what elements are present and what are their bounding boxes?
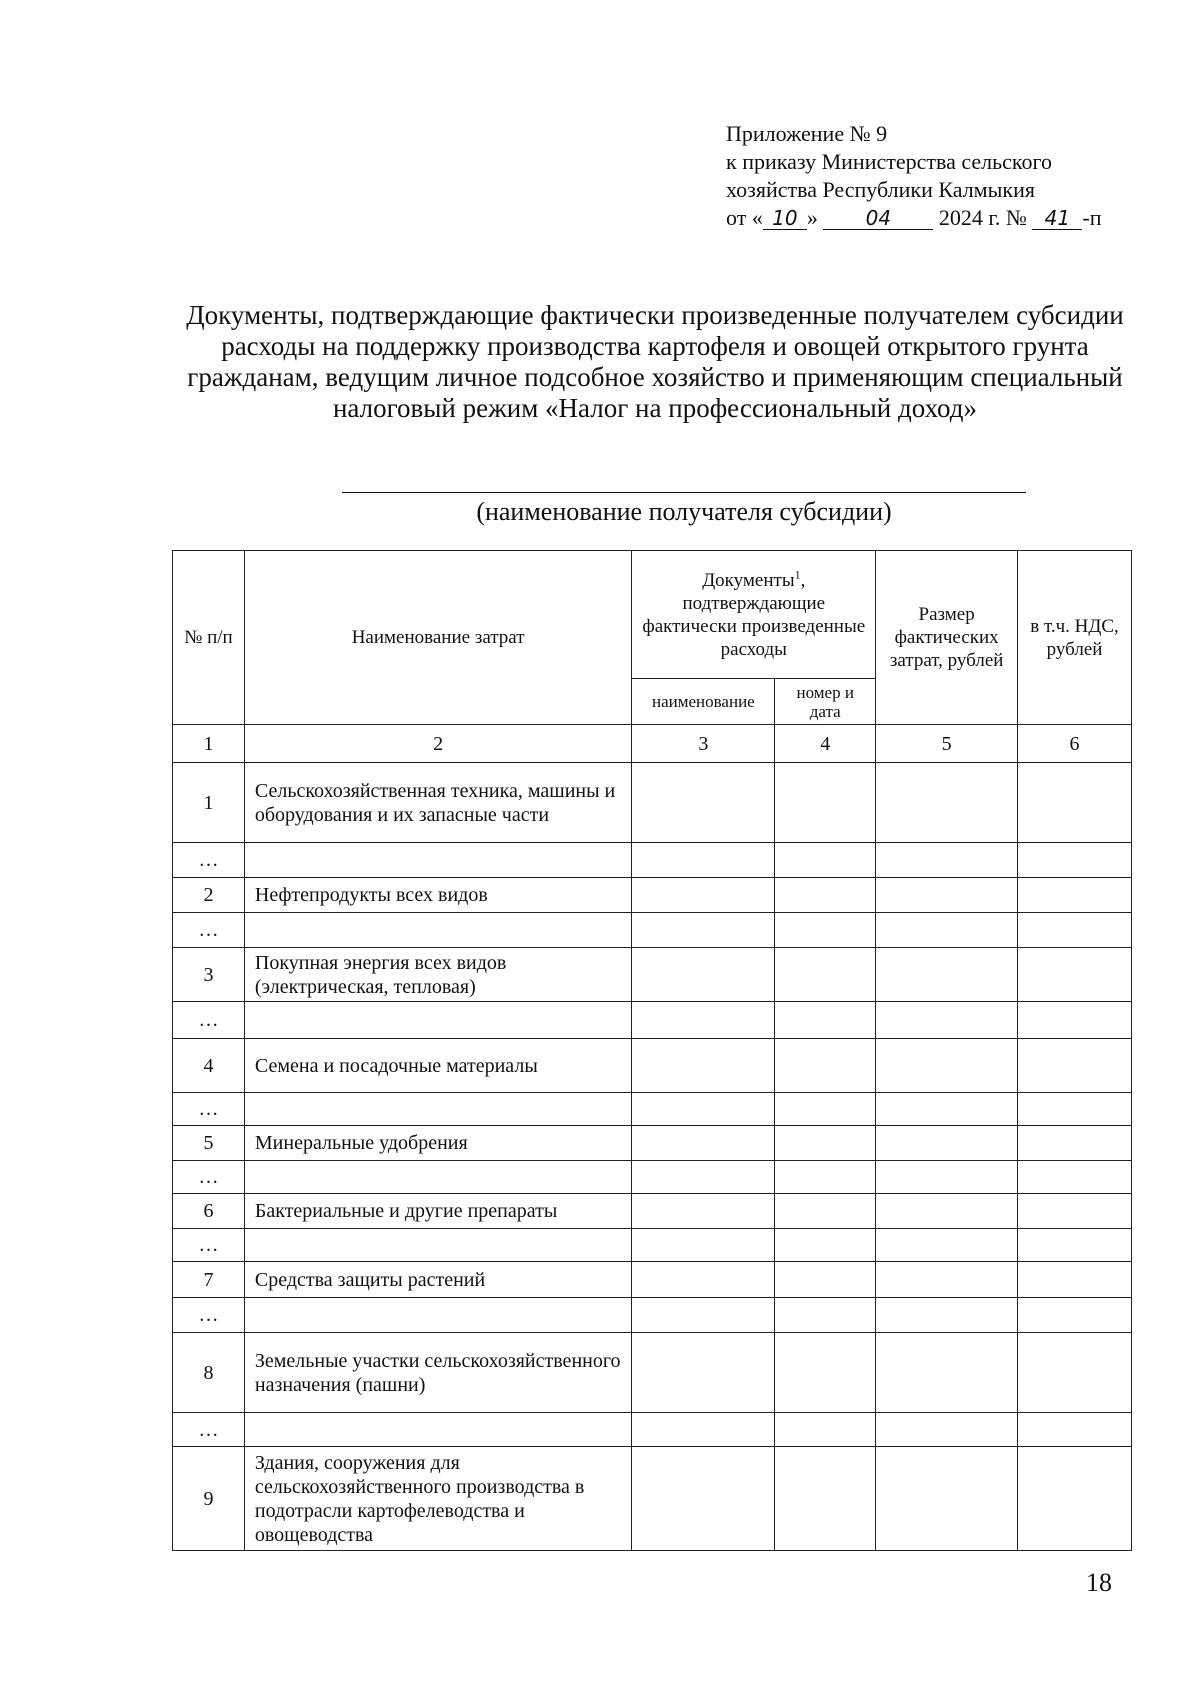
appendix-date-line	[726, 204, 1166, 232]
row-num: …	[173, 1161, 245, 1194]
table-row	[173, 1262, 1132, 1298]
column-number: 2	[244, 725, 632, 763]
row-num: 5	[173, 1126, 245, 1161]
column-number: 6	[1018, 725, 1132, 763]
row-num: 1	[173, 763, 245, 843]
header-num: № п/п	[173, 551, 245, 725]
appendix-block	[726, 120, 1166, 232]
header-vat: в т.ч. НДС, рублей	[1018, 551, 1132, 725]
column-numbers-row	[173, 725, 1132, 763]
order-number: 41	[1032, 207, 1082, 230]
table-header-row	[173, 551, 1132, 679]
table-row	[173, 1093, 1132, 1126]
document-title: Документы, подтверждающие фактически произведенные получателем субсидии расходы на поддержку производства картофеля и овощей открытого грунта гражданам, ведущим личное подсобное хозяйство и применяющим специальный налоговый режим «Налог на профессиональный доход»	[186, 300, 1124, 423]
appendix-order-line: к приказу Министерства сельского	[726, 149, 1052, 174]
table-row	[173, 1333, 1132, 1413]
row-num: 8	[173, 1333, 245, 1413]
row-name	[244, 1413, 632, 1447]
column-number: 3	[632, 725, 775, 763]
row-num: …	[173, 1093, 245, 1126]
row-num: 3	[173, 948, 245, 1002]
row-name: Семена и посадочные материалы	[244, 1039, 632, 1093]
row-num: …	[173, 1229, 245, 1262]
row-name	[244, 1229, 632, 1262]
row-num: 2	[173, 878, 245, 913]
date-prefix: от «	[726, 205, 763, 230]
row-num: …	[173, 843, 245, 878]
row-name: Средства защиты растений	[244, 1262, 632, 1298]
row-name: Сельскохозяйственная техника, машины и оборудования и их запасные части	[244, 763, 632, 843]
table-row	[173, 763, 1132, 843]
header-cost-name: Наименование затрат	[244, 551, 632, 725]
table-row	[173, 948, 1132, 1002]
table-row	[173, 1161, 1132, 1194]
row-num: 6	[173, 1194, 245, 1229]
row-name	[244, 1002, 632, 1039]
page-number: 18	[1086, 1568, 1112, 1597]
date-year: 2024 г. №	[938, 205, 1027, 230]
table-row	[173, 1447, 1132, 1551]
row-name: Земельные участки сельскохозяйственного назначения (пашни)	[244, 1333, 632, 1413]
row-num: …	[173, 1298, 245, 1333]
row-name: Покупная энергия всех видов (электрическая, тепловая)	[244, 948, 632, 1002]
header-doc-name: наименование	[632, 679, 775, 725]
table-row	[173, 1413, 1132, 1447]
table-row	[173, 913, 1132, 948]
row-name	[244, 1298, 632, 1333]
date-day-close: »	[806, 205, 818, 230]
row-name: Минеральные удобрения	[244, 1126, 632, 1161]
row-name	[244, 913, 632, 948]
table-row	[173, 1039, 1132, 1093]
row-num: …	[173, 1002, 245, 1039]
table-row	[173, 878, 1132, 913]
header-actual-cost: Размер фактических затрат, рублей	[876, 551, 1018, 725]
appendix-ministry-line: хозяйства Республики Калмыкия	[726, 177, 1035, 202]
appendix-title: Приложение № 9	[726, 121, 888, 146]
date-month: 04	[823, 207, 933, 230]
row-name: Бактериальные и другие препараты	[244, 1194, 632, 1229]
recipient-caption: (наименование получателя субсидии)	[476, 497, 892, 526]
column-number: 1	[173, 725, 245, 763]
order-suffix: -п	[1082, 205, 1102, 230]
table-row	[173, 1298, 1132, 1333]
row-num: 9	[173, 1447, 245, 1551]
table-row	[173, 1002, 1132, 1039]
costs-table	[172, 550, 1132, 1551]
recipient-name-line	[342, 492, 1026, 493]
row-num: 4	[173, 1039, 245, 1093]
header-documents: Документы$^1$, подтверждающие фактически произведенные расходы	[632, 551, 876, 679]
row-name	[244, 843, 632, 878]
column-number: 4	[775, 725, 876, 763]
column-number: 5	[876, 725, 1018, 763]
row-num: 7	[173, 1262, 245, 1298]
header-doc-number-date: номер и дата	[775, 679, 876, 725]
row-name	[244, 1161, 632, 1194]
table-row	[173, 1194, 1132, 1229]
row-name: Нефтепродукты всех видов	[244, 878, 632, 913]
date-day: 10	[763, 207, 807, 230]
table-row	[173, 1229, 1132, 1262]
row-name: Здания, сооружения для сельскохозяйственного производства в подотрасли картофелеводства и овощеводства	[244, 1447, 632, 1551]
table-row	[173, 1126, 1132, 1161]
table-row	[173, 843, 1132, 878]
row-name	[244, 1093, 632, 1126]
row-num: …	[173, 913, 245, 948]
row-num: …	[173, 1413, 245, 1447]
